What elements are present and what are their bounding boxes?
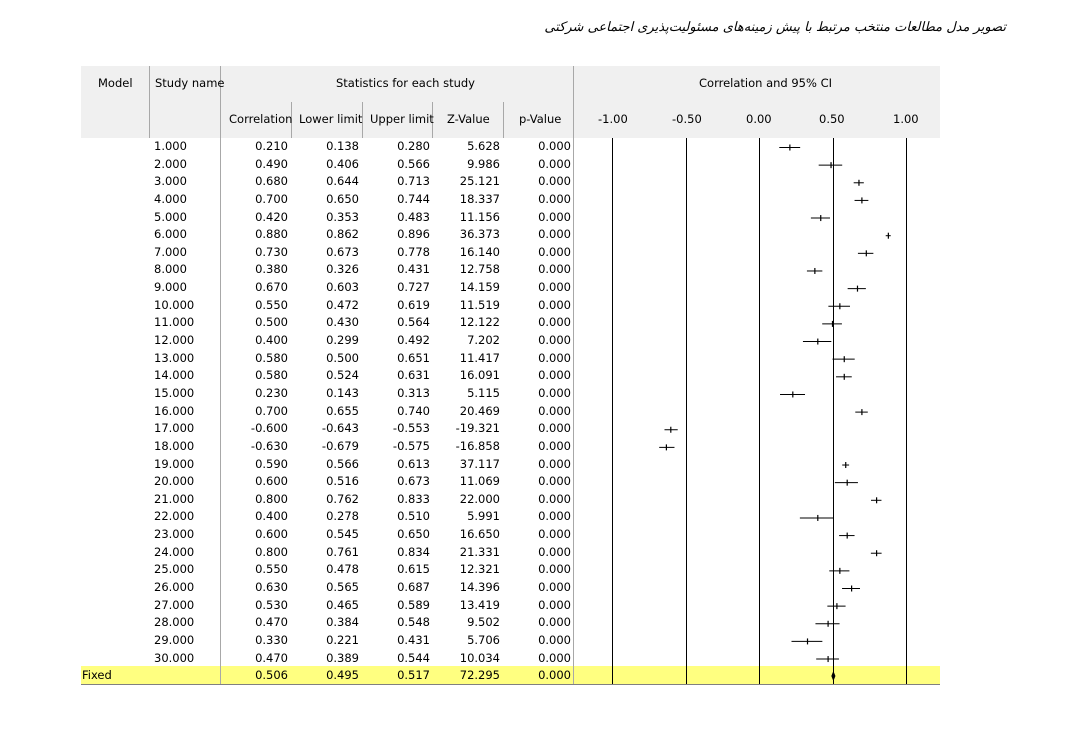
p-value-cell: 0.000 — [538, 491, 571, 506]
p-value-cell: 0.000 — [538, 615, 571, 630]
header-stats-group: Statistics for each study — [336, 76, 475, 90]
figure-caption: تصویر مدل مطالعات منتخب مرتبط با پیش زمینه‌های مسئولیت‌پذیری اجتماعی شرکتی — [544, 20, 1006, 35]
z-value-cell: 11.417 — [459, 350, 500, 365]
study-name-cell: 15.000 — [154, 385, 195, 400]
upper-limit-cell: 0.615 — [397, 562, 430, 577]
upper-limit-cell: 0.483 — [397, 209, 430, 224]
header-model: Model — [98, 76, 133, 90]
upper-limit-cell: 0.589 — [397, 597, 430, 612]
fixed-correlation: 0.506 — [255, 668, 288, 682]
z-value-cell: 20.469 — [459, 403, 500, 418]
correlation-cell: 0.550 — [255, 297, 288, 312]
correlation-cell: 0.400 — [255, 509, 288, 524]
upper-limit-cell: 0.744 — [397, 191, 430, 206]
upper-limit-cell: 0.673 — [397, 474, 430, 489]
axis-tick-label: 0.00 — [746, 112, 772, 126]
z-value-cell: 5.115 — [467, 385, 500, 400]
study-name-cell: 9.000 — [154, 280, 187, 295]
p-value-cell: 0.000 — [538, 209, 571, 224]
correlation-cell: 0.670 — [255, 280, 288, 295]
z-value-cell: -19.321 — [455, 421, 500, 436]
upper-limit-cell: 0.280 — [397, 139, 430, 153]
z-value-cell: 12.122 — [459, 315, 500, 330]
correlation-cell: 0.420 — [255, 209, 288, 224]
header-study-name: Study name — [155, 76, 225, 90]
lower-limit-cell: 0.384 — [326, 615, 359, 630]
lower-limit-cell: 0.472 — [326, 297, 359, 312]
upper-limit-cell: -0.553 — [392, 421, 430, 436]
z-value-cell: 14.396 — [459, 580, 500, 594]
upper-limit-cell: 0.740 — [397, 403, 430, 418]
p-value-cell: 0.000 — [538, 244, 571, 259]
fixed-lower-limit: 0.495 — [326, 668, 359, 682]
correlation-cell: 0.580 — [255, 368, 288, 383]
z-value-cell: 22.000 — [459, 491, 500, 506]
correlation-cell: 0.590 — [255, 456, 288, 471]
study-name-cell: 12.000 — [154, 333, 195, 348]
study-name-cell: 5.000 — [154, 209, 187, 224]
p-value-cell: 0.000 — [538, 527, 571, 542]
summary-diamond — [832, 672, 835, 680]
correlation-cell: 0.680 — [255, 174, 288, 189]
correlation-cell: 0.530 — [255, 597, 288, 612]
lower-limit-cell: 0.761 — [326, 544, 359, 559]
upper-limit-cell: 0.834 — [397, 544, 430, 559]
lower-limit-cell: 0.299 — [326, 333, 359, 348]
study-name-cell: 28.000 — [154, 615, 195, 630]
study-name-cell: 6.000 — [154, 227, 187, 242]
p-value-cell: 0.000 — [538, 280, 571, 295]
correlation-cell: 0.470 — [255, 650, 288, 665]
correlation-cell: 0.800 — [255, 544, 288, 559]
z-value-cell: 37.117 — [459, 456, 500, 471]
lower-limit-cell: 0.862 — [326, 227, 359, 242]
correlation-cell: 0.470 — [255, 615, 288, 630]
lower-limit-cell: 0.430 — [326, 315, 359, 330]
p-value-cell: 0.000 — [538, 650, 571, 665]
study-name-cell: 16.000 — [154, 403, 195, 418]
study-name-cell: 22.000 — [154, 509, 195, 524]
header-p-value: p-Value — [519, 112, 562, 126]
correlation-cell: 0.500 — [255, 315, 288, 330]
fixed-z-value: 72.295 — [459, 668, 500, 682]
correlation-cell: 0.490 — [255, 156, 288, 171]
p-value-cell: 0.000 — [538, 403, 571, 418]
upper-limit-cell: 0.548 — [397, 615, 430, 630]
lower-limit-cell: 0.655 — [326, 403, 359, 418]
z-value-cell: 14.159 — [459, 280, 500, 295]
p-value-cell: 0.000 — [538, 421, 571, 436]
correlation-cell: -0.630 — [250, 438, 288, 453]
axis-tick-label: -0.50 — [672, 112, 702, 126]
study-name-cell: 23.000 — [154, 527, 195, 542]
p-value-cell: 0.000 — [538, 438, 571, 453]
upper-limit-cell: 0.431 — [397, 262, 430, 277]
z-value-cell: -16.858 — [455, 438, 500, 453]
study-name-cell: 26.000 — [154, 580, 195, 594]
upper-limit-cell: 0.727 — [397, 280, 430, 295]
upper-limit-cell: 0.566 — [397, 156, 430, 171]
lower-limit-cell: 0.353 — [326, 209, 359, 224]
study-name-cell: 3.000 — [154, 174, 187, 189]
lower-limit-cell: -0.643 — [321, 421, 359, 436]
study-name-cell: 11.000 — [154, 315, 195, 330]
z-value-cell: 12.321 — [459, 562, 500, 577]
z-value-cell: 5.706 — [467, 632, 500, 647]
p-value-cell: 0.000 — [538, 456, 571, 471]
correlation-cell: 0.730 — [255, 244, 288, 259]
upper-limit-cell: 0.431 — [397, 632, 430, 647]
z-value-cell: 11.156 — [459, 209, 500, 224]
z-value-cell: 25.121 — [459, 174, 500, 189]
correlation-cell: 0.210 — [255, 139, 288, 153]
correlation-cell: 0.630 — [255, 580, 288, 594]
header-correlation: Correlation — [229, 112, 293, 126]
z-value-cell: 16.650 — [459, 527, 500, 542]
p-value-cell: 0.000 — [538, 562, 571, 577]
lower-limit-cell: 0.762 — [326, 491, 359, 506]
z-value-cell: 16.091 — [459, 368, 500, 383]
upper-limit-cell: 0.833 — [397, 491, 430, 506]
upper-limit-cell: 0.619 — [397, 297, 430, 312]
lower-limit-cell: 0.545 — [326, 527, 359, 542]
correlation-cell: 0.400 — [255, 333, 288, 348]
upper-limit-cell: 0.313 — [397, 385, 430, 400]
upper-limit-cell: 0.713 — [397, 174, 430, 189]
upper-limit-cell: 0.613 — [397, 456, 430, 471]
p-value-cell: 0.000 — [538, 580, 571, 594]
upper-limit-cell: 0.631 — [397, 368, 430, 383]
p-value-cell: 0.000 — [538, 509, 571, 524]
upper-limit-cell: 0.687 — [397, 580, 430, 594]
correlation-cell: 0.880 — [255, 227, 288, 242]
correlation-cell: 0.600 — [255, 527, 288, 542]
study-name-cell: 17.000 — [154, 421, 195, 436]
upper-limit-cell: 0.544 — [397, 650, 430, 665]
z-value-cell: 9.986 — [467, 156, 500, 171]
lower-limit-cell: 0.406 — [326, 156, 359, 171]
correlation-cell: 0.580 — [255, 350, 288, 365]
lower-limit-cell: 0.138 — [326, 139, 359, 153]
lower-limit-cell: 0.326 — [326, 262, 359, 277]
upper-limit-cell: 0.492 — [397, 333, 430, 348]
lower-limit-cell: 0.221 — [326, 632, 359, 647]
lower-limit-cell: 0.565 — [326, 580, 359, 594]
study-name-cell: 4.000 — [154, 191, 187, 206]
study-name-cell: 21.000 — [154, 491, 195, 506]
p-value-cell: 0.000 — [538, 368, 571, 383]
lower-limit-cell: 0.566 — [326, 456, 359, 471]
correlation-cell: 0.700 — [255, 191, 288, 206]
header-lower-limit: Lower limit — [299, 112, 363, 126]
z-value-cell: 21.331 — [459, 544, 500, 559]
z-value-cell: 16.140 — [459, 244, 500, 259]
fixed-p-value: 0.000 — [538, 668, 571, 682]
lower-limit-cell: 0.389 — [326, 650, 359, 665]
study-name-cell: 18.000 — [154, 438, 195, 453]
lower-limit-cell: -0.679 — [321, 438, 359, 453]
p-value-cell: 0.000 — [538, 156, 571, 171]
z-value-cell: 7.202 — [467, 333, 500, 348]
correlation-cell: 0.230 — [255, 385, 288, 400]
axis-tick-label: 0.50 — [819, 112, 845, 126]
correlation-cell: 0.800 — [255, 491, 288, 506]
p-value-cell: 0.000 — [538, 139, 571, 153]
study-name-cell: 30.000 — [154, 650, 195, 665]
lower-limit-cell: 0.143 — [326, 385, 359, 400]
study-name-cell: 25.000 — [154, 562, 195, 577]
header-z-value: Z-Value — [447, 112, 490, 126]
study-name-cell: 10.000 — [154, 297, 195, 312]
lower-limit-cell: 0.644 — [326, 174, 359, 189]
z-value-cell: 11.519 — [459, 297, 500, 312]
upper-limit-cell: 0.650 — [397, 527, 430, 542]
lower-limit-cell: 0.465 — [326, 597, 359, 612]
correlation-cell: 0.600 — [255, 474, 288, 489]
correlation-cell: 0.330 — [255, 632, 288, 647]
fixed-model-label: Fixed — [82, 668, 112, 682]
upper-limit-cell: 0.778 — [397, 244, 430, 259]
study-name-cell: 29.000 — [154, 632, 195, 647]
p-value-cell: 0.000 — [538, 315, 571, 330]
fixed-upper-limit: 0.517 — [397, 668, 430, 682]
z-value-cell: 10.034 — [459, 650, 500, 665]
z-value-cell: 5.991 — [467, 509, 500, 524]
axis-tick-label: -1.00 — [598, 112, 628, 126]
lower-limit-cell: 0.603 — [326, 280, 359, 295]
upper-limit-cell: 0.564 — [397, 315, 430, 330]
lower-limit-cell: 0.524 — [326, 368, 359, 383]
p-value-cell: 0.000 — [538, 597, 571, 612]
study-name-cell: 24.000 — [154, 544, 195, 559]
z-value-cell: 13.419 — [459, 597, 500, 612]
z-value-cell: 11.069 — [459, 474, 500, 489]
lower-limit-cell: 0.278 — [326, 509, 359, 524]
z-value-cell: 5.628 — [467, 139, 500, 153]
p-value-cell: 0.000 — [538, 632, 571, 647]
correlation-cell: 0.700 — [255, 403, 288, 418]
study-name-cell: 20.000 — [154, 474, 195, 489]
correlation-cell: 0.550 — [255, 562, 288, 577]
study-name-cell: 19.000 — [154, 456, 195, 471]
z-value-cell: 36.373 — [459, 227, 500, 242]
p-value-cell: 0.000 — [538, 191, 571, 206]
lower-limit-cell: 0.516 — [326, 474, 359, 489]
upper-limit-cell: 0.510 — [397, 509, 430, 524]
p-value-cell: 0.000 — [538, 333, 571, 348]
p-value-cell: 0.000 — [538, 262, 571, 277]
study-name-cell: 7.000 — [154, 244, 187, 259]
study-name-cell: 27.000 — [154, 597, 195, 612]
axis-tick-label: 1.00 — [893, 112, 919, 126]
correlation-cell: 0.380 — [255, 262, 288, 277]
study-name-cell: 14.000 — [154, 368, 195, 383]
upper-limit-cell: 0.651 — [397, 350, 430, 365]
lower-limit-cell: 0.673 — [326, 244, 359, 259]
study-name-cell: 2.000 — [154, 156, 187, 171]
correlation-cell: -0.600 — [250, 421, 288, 436]
lower-limit-cell: 0.478 — [326, 562, 359, 577]
z-value-cell: 12.758 — [459, 262, 500, 277]
study-name-cell: 13.000 — [154, 350, 195, 365]
p-value-cell: 0.000 — [538, 297, 571, 312]
z-value-cell: 9.502 — [467, 615, 500, 630]
p-value-cell: 0.000 — [538, 474, 571, 489]
p-value-cell: 0.000 — [538, 544, 571, 559]
p-value-cell: 0.000 — [538, 350, 571, 365]
header-upper-limit: Upper limit — [370, 112, 434, 126]
p-value-cell: 0.000 — [538, 174, 571, 189]
p-value-cell: 0.000 — [538, 227, 571, 242]
z-value-cell: 18.337 — [459, 191, 500, 206]
upper-limit-cell: -0.575 — [392, 438, 430, 453]
study-name-cell: 1.000 — [154, 139, 187, 153]
lower-limit-cell: 0.500 — [326, 350, 359, 365]
upper-limit-cell: 0.896 — [397, 227, 430, 242]
p-value-cell: 0.000 — [538, 385, 571, 400]
header-ci-group: Correlation and 95% CI — [699, 76, 832, 90]
lower-limit-cell: 0.650 — [326, 191, 359, 206]
study-name-cell: 8.000 — [154, 262, 187, 277]
